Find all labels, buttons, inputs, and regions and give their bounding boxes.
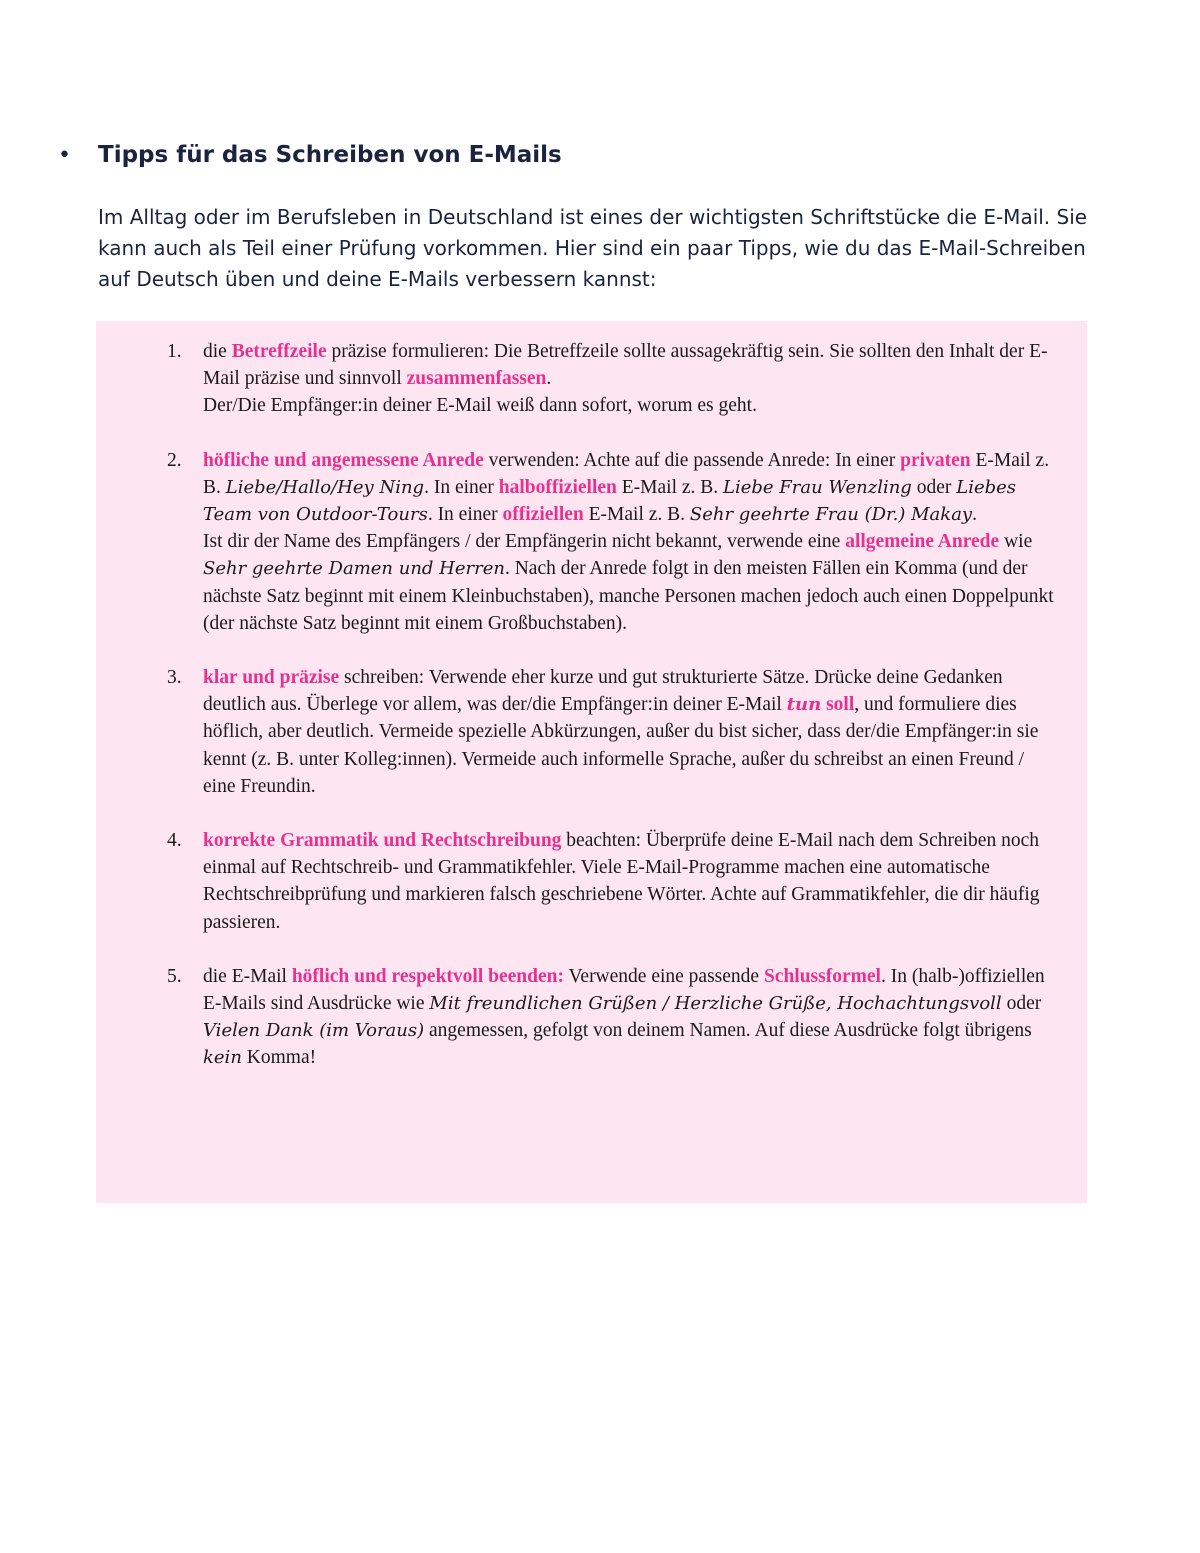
tip-number: 3. [167,667,182,689]
tip-number: 4. [167,830,182,852]
tip-text: die [203,341,232,362]
highlight-term: Betreffzeile [231,341,327,362]
tip-text: . In einer [424,476,499,498]
tip-text: . In (halb-)offiziellen E-Mails sind Ausdrücke wie [203,965,1045,1015]
tips-list [96,338,1087,1099]
tip-text: verwenden: Achte auf die passende Anrede: In einer [483,449,901,471]
highlight-term: klar und präzise [203,667,340,689]
tip-paragraph: Der/Die Empfänger:in deiner E-Mail weiß dann sofort, worum es geht. [203,395,757,417]
tip-paragraph [203,338,1057,392]
highlight-term: höfliche und angemessene Anrede [203,449,484,471]
highlight-term: höflich und respektvoll beenden: [291,965,564,987]
tip-text: E-Mail z. B. [583,504,690,526]
tip-text: E-Mail z. B. [203,449,1050,498]
intro-paragraph: Im Alltag oder im Berufsleben in Deutschland ist eines der wichtigsten Schriftstücke die E-Mail. Sie kann auch als Teil einer Prüfung vorkommen. Hier sind ein paar Tipps, wie du das E-Mail-Schreiben auf Deutsch üben und deine E-Mails verbessern kannst: [98,205,1088,291]
tip-number: 5. [167,965,182,987]
tip-text: Ist dir der Name des Empfängers / der Empfängerin nicht bekannt, verwende eine [203,531,846,553]
tip-text: beachten: Überprüfe deine E-Mail nach dem Schreiben noch einmal auf Rechtschreib- und Grammatikfehler. Viele E-Mail-Programme machen eine automatische Rechtschreibprüfung und markieren falsch geschriebene Wörter. Achte auf Grammatikfehler, die dir häufig passieren. [203,830,1040,933]
tip-text: präzise formulieren: Die Betreffzeile sollte aussagekräftig sein. Sie sollten den Inhalt der E-Mail präzise und sinnvoll [203,341,1048,390]
tip-item-3 [96,664,1087,800]
tip-text: . In einer [427,504,503,526]
bullet-icon: • [58,143,71,168]
tip-text: . [972,504,977,526]
tip-text: Verwende eine passende [563,965,764,987]
tip-item-4 [96,827,1087,936]
highlight-term: allgemeine Anrede [845,531,1000,553]
tip-text: oder [911,476,957,498]
section-title: Tipps für das Schreiben von E-Mails [98,142,562,168]
tip-item-5 [96,963,1087,1072]
tip-text: E-Mail z. B. [616,476,724,498]
tip-text: wie [999,531,1033,553]
example-phrase: Vielen Dank (im Voraus) [203,1020,425,1042]
highlight-term: zusammenfassen [406,368,547,390]
tip-item-1 [96,338,1087,420]
tip-text: schreiben: Verwende eher kurze und gut strukturierte Sätze. Drücke deine Gedanken deutlich aus. Überlege vor allem, was der/die Empfänger:in deiner E-Mail [203,667,1003,716]
tip-number: 1. [167,341,182,362]
tip-text: die E-Mail [203,965,292,987]
tip-text: oder [1001,993,1042,1015]
tip-text: . Nach der Anrede folgt in den meisten Fällen ein Komma (und der nächste Satz beginnt mit einem Kleinbuchstaben), manche Personen machen jedoch auch einen Doppelpunkt (der nächste Satz beginnt mit einem Großbuchstaben). [203,558,1054,634]
tips-box [96,321,1087,1203]
tip-paragraph [203,664,1057,800]
tip-text: Komma! [241,1047,317,1069]
example-phrase: Mit freundlichen Grüßen / Herzliche Grüße, Hochachtungsvoll [429,993,1002,1015]
example-phrase: Sehr geehrte Damen und Herren [203,558,505,580]
example-phrase: Sehr geehrte Frau (Dr.) Makay [689,504,973,526]
tip-item-2 [96,447,1087,637]
example-phrase: Liebe/Hallo/Hey Ning [225,476,425,498]
section-heading [58,142,1108,168]
tip-paragraph [203,447,1057,529]
example-phrase: Liebe Frau Wenzling [723,476,912,498]
tip-text: , und formuliere dies höflich, aber deutlich. Vermeide spezielle Abkürzungen, außer du bist sicher, dass der/die Empfänger:in sie kennt (z. B. unter Kolleg:innen). Vermeide auch informelle Sprache, außer du schreibst an einen Freund / eine Freundin. [203,694,1039,797]
tip-paragraph [203,528,1057,637]
tip-text: . [546,368,552,390]
highlight-term: Schlussformel [763,965,881,987]
tip-number: 2. [167,449,182,471]
highlight-term: privaten [900,449,971,471]
tip-text: angemessen, gefolgt von deinem Namen. Auf diese Ausdrücke folgt übrigens [424,1020,1032,1042]
tip-paragraph [203,827,1057,936]
highlight-term: offiziellen [502,504,584,526]
highlight-term: korrekte Grammatik und Rechtschreibung [203,830,562,852]
highlight-term: soll [821,694,855,716]
tip-paragraph [203,963,1057,1072]
example-phrase: kein [203,1047,242,1069]
highlight-example: tun [786,694,822,716]
example-phrase: Liebes Team von Outdoor-Tours [203,476,1017,526]
highlight-term: halboffiziellen [498,476,617,498]
